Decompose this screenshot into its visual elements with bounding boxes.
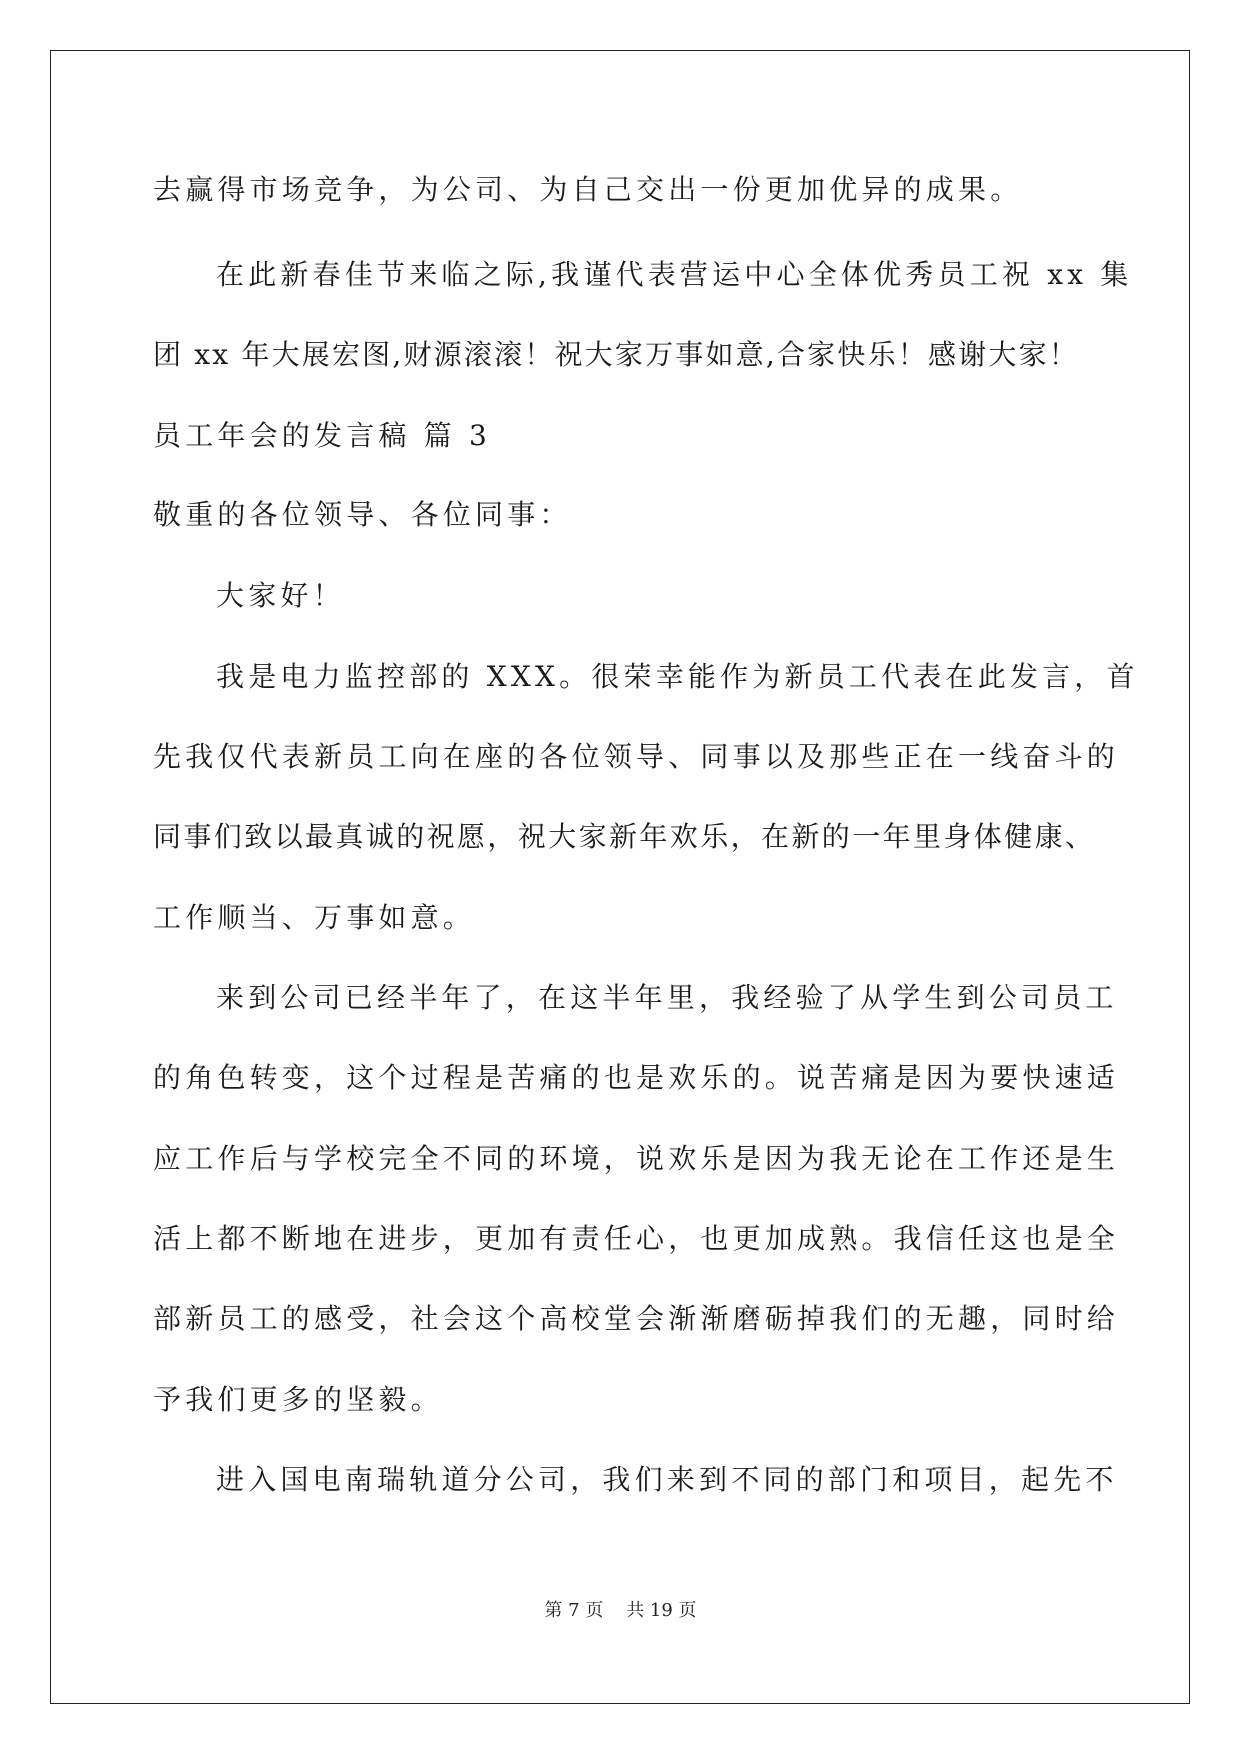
paragraph-line: 进入国电南瑞轨道分公司，我们来到不同的部门和项目，起先不: [216, 1463, 1118, 1496]
section-heading: 员工年会的发言稿 篇 3: [153, 419, 492, 452]
body-line: 团 xx 年大展宏图,财源滚滚！祝大家万事如意,合家快乐！感谢大家！: [153, 338, 1079, 371]
page-number: 第 7 页 共 19 页: [544, 1600, 697, 1621]
body-line: 去赢得市场竞争，为公司、为自己交出一份更加优异的成果。: [153, 173, 1023, 206]
body-line: 部新员工的感受，社会这个高校堂会渐渐磨砺掉我们的无趣，同时给: [153, 1302, 1120, 1335]
body-line: 先我仅代表新员工向在座的各位领导、同事以及那些正在一线奋斗的: [153, 740, 1120, 773]
paragraph-line: 我是电力监控部的 XXX。很荣幸能作为新员工代表在此发言，首: [216, 660, 1139, 693]
body-line: 应工作后与学校完全不同的环境，说欢乐是因为我无论在工作还是生: [153, 1142, 1120, 1175]
paragraph-line: 在此新春佳节来临之际,我谨代表营运中心全体优秀员工祝 xx 集: [216, 258, 1133, 291]
body-line: 活上都不断地在进步，更加有责任心，也更加成熟。我信任这也是全: [153, 1222, 1120, 1255]
body-line: 工作顺当、万事如意。: [153, 901, 476, 934]
salutation: 敬重的各位领导、各位同事：: [153, 498, 572, 531]
page-border: [50, 50, 1190, 1704]
body-line: 予我们更多的坚毅。: [153, 1383, 443, 1416]
body-line: 同事们致以最真诚的祝愿，祝大家新年欢乐，在新的一年里身体健康、: [153, 820, 1096, 853]
paragraph-line: 来到公司已经半年了，在这半年里，我经验了从学生到公司员工: [216, 981, 1118, 1014]
body-line: 的角色转变，这个过程是苦痛的也是欢乐的。说苦痛是因为要快速适: [153, 1061, 1120, 1094]
greeting: 大家好！: [216, 579, 345, 612]
